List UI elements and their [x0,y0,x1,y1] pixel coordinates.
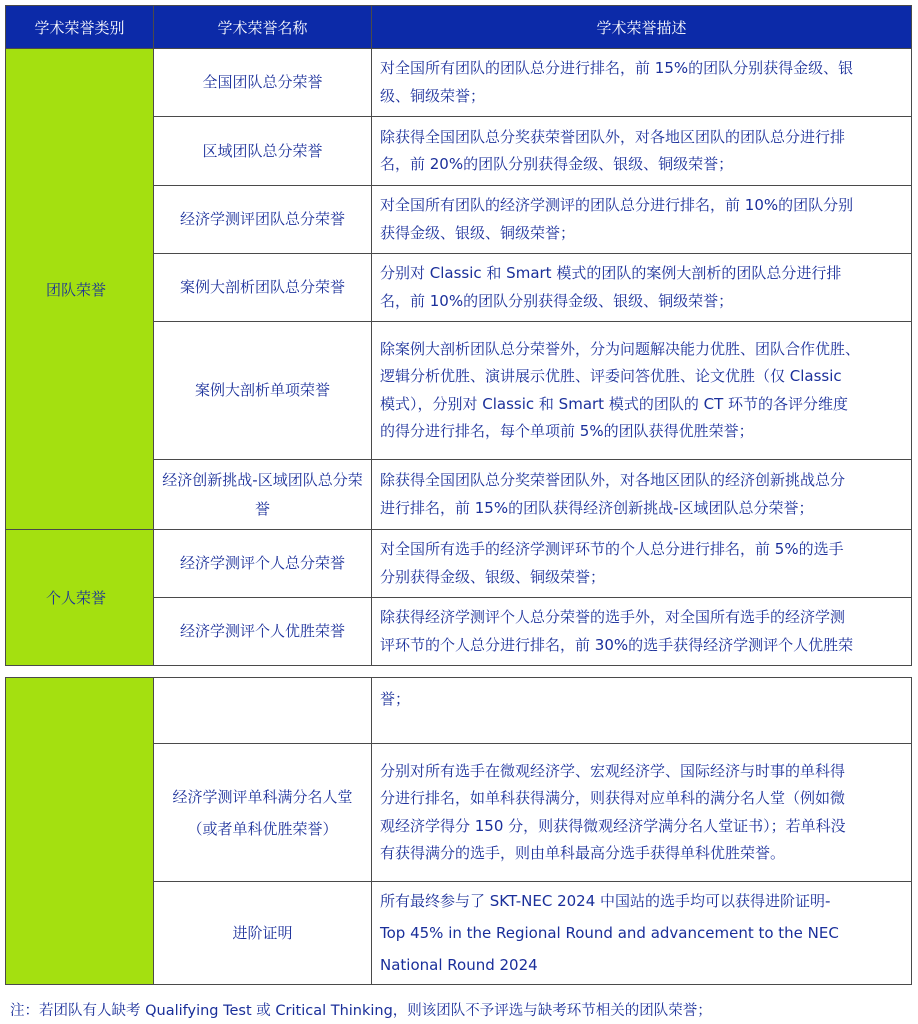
honor-name: 全国团队总分荣誉 [154,49,372,117]
honor-description: 除案例大剖析团队总分荣誉外，分为问题解决能力优胜、团队合作优胜、 逻辑分析优胜、演讲展示优胜、评委问答优胜、论文优胜（仅 Classic 模式），分别对 Classic 和 Smart 模式的团队的 CT 环节的各评分维度 的得分进行排名，每个单项前 5%的团队获得优胜荣誉； [372,322,912,460]
honor-description: 誉； [372,678,912,744]
honor-name: 经济创新挑战-区域团队总分荣誉 [154,460,372,530]
table-row [6,49,912,117]
honor-description: 除获得全国团队总分奖荣誉团队外，对各地区团队的经济创新挑战总分 进行排名，前 15%的团队获得经济创新挑战-区域团队总分荣誉； [372,460,912,530]
header-category: 学术荣誉类别 [6,6,154,49]
honor-name: 经济学测评单科满分名人堂 （或者单科优胜荣誉） [154,744,372,882]
header-description: 学术荣誉描述 [372,6,912,49]
honor-description: 对全国所有团队的经济学测评的团队总分进行排名，前 10%的团队分别 获得金级、银级、铜级荣誉； [372,186,912,254]
honor-description: 除获得全国团队总分奖获荣誉团队外，对各地区团队的团队总分进行排 名，前 20%的团队分别获得金级、银级、铜级荣誉； [372,117,912,186]
honor-name: 经济学测评团队总分荣誉 [154,186,372,254]
category-individual: 个人荣誉 [6,530,154,666]
table-row [6,678,912,744]
honor-name [154,678,372,744]
honor-description: 所有最终参与了 SKT-NEC 2024 中国站的选手均可以获得进阶证明- Top 45% in the Regional Round and advancement to the NEC National Round 2024 [372,882,912,985]
honor-description: 除获得经济学测评个人总分荣誉的选手外，对全国所有选手的经济学测 评环节的个人总分进行排名，前 30%的选手获得经济学测评个人优胜荣 [372,598,912,666]
header-name: 学术荣誉名称 [154,6,372,49]
honors-table-continued [5,677,912,985]
honor-name: 案例大剖析团队总分荣誉 [154,254,372,322]
honor-name: 案例大剖析单项荣誉 [154,322,372,460]
honor-description: 分别对所有选手在微观经济学、宏观经济学、国际经济与时事的单科得 分进行排名，如单科获得满分，则获得对应单科的满分名人堂（例如微 观经济学得分 150 分，则获得微观经济学满分名人堂证书）；若单科没 有获得满分的选手，则由单科最高分选手获得单科优胜荣誉。 [372,744,912,882]
category-team: 团队荣誉 [6,49,154,530]
honor-description: 对全国所有团队的团队总分进行排名，前 15%的团队分别获得金级、银 级、铜级荣誉； [372,49,912,117]
footnote: 注：若团队有人缺考 Qualifying Test 或 Critical Thinking，则该团队不予评选与缺考环节相关的团队荣誉； [10,1003,712,1019]
honor-name: 进阶证明 [154,882,372,985]
honor-name: 经济学测评个人优胜荣誉 [154,598,372,666]
honor-description: 对全国所有选手的经济学测评环节的个人总分进行排名，前 5%的选手 分别获得金级、银级、铜级荣誉； [372,530,912,598]
table-row [6,530,912,598]
honor-name: 区域团队总分荣誉 [154,117,372,186]
table-header-row [6,6,912,49]
honors-table [5,5,912,666]
category-individual-continued [6,678,154,985]
honor-name: 经济学测评个人总分荣誉 [154,530,372,598]
honor-description: 分别对 Classic 和 Smart 模式的团队的案例大剖析的团队总分进行排 名，前 10%的团队分别获得金级、银级、铜级荣誉； [372,254,912,322]
